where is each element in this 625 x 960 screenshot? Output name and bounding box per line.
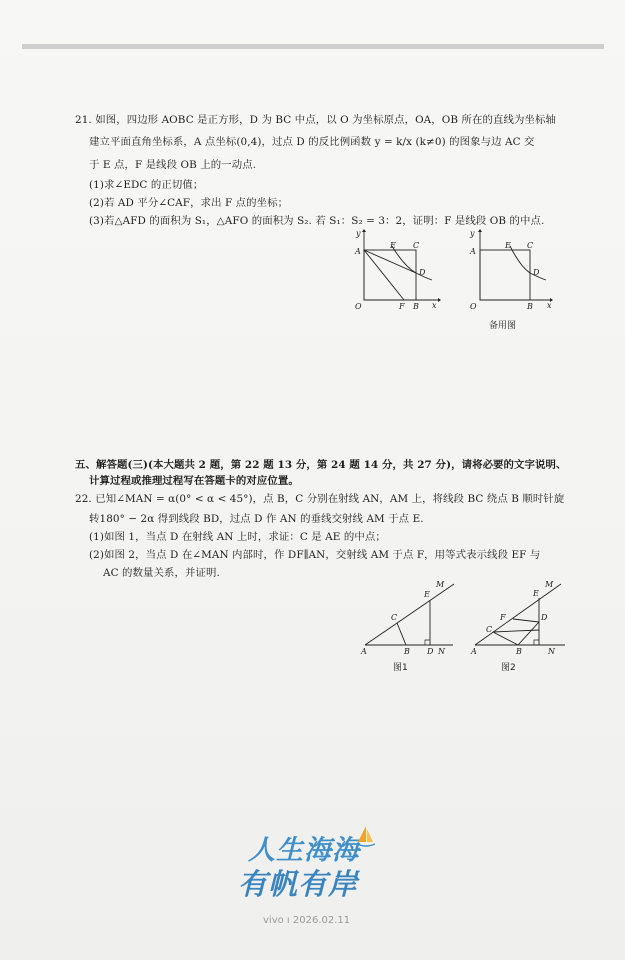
logo-line-2: 有帆有岸 — [238, 867, 359, 901]
fig2-caption: 备用图 — [489, 321, 517, 331]
q22-line-4: (2)如图 2，当点 D 在∠MAN 内部时，作 DF∥AN，交射线 AM 于点 F，用等式表示线段 EF 与 — [89, 549, 541, 561]
section-5-heading-line-2: 计算过程或推理过程写在答题卡的对应位置。 — [89, 475, 299, 487]
fig1-label-D: D — [419, 268, 426, 277]
q22-fig1-label-E: E — [424, 590, 430, 599]
q22-fig2-label-E: E — [533, 589, 539, 598]
q22-fig2-label-B: B — [516, 647, 522, 656]
sail-icon — [356, 824, 376, 848]
q21-line-6: (3)若△AFD 的面积为 S₁，△AFO 的面积为 S₂. 若 S₁：S₂ = 3：2，证明：F 是线段 OB 的中点. — [89, 215, 545, 227]
q22-line-2: 转180° − 2α 得到线段 BD，过点 D 作 AN 的垂线交射线 AM 于点 E. — [89, 513, 424, 525]
fig2-label-x: x — [547, 301, 552, 310]
q22-fig1-label-N: N — [438, 647, 445, 656]
q22-fig1-label-M: M — [436, 580, 445, 589]
fig1-label-F: F — [399, 302, 405, 311]
q21-line-2: 建立平面直角坐标系，A 点坐标(0,4)，过点 D 的反比例函数 y = k/x (k≠0) 的图象与边 AC 交 — [89, 136, 535, 148]
q21-line-3: 于 E 点，F 是线段 OB 上的一动点. — [89, 159, 257, 171]
fig2-label-C: C — [527, 241, 534, 250]
logo-line-1: 人生海海 — [248, 835, 360, 866]
q22-fig2-label-M: M — [545, 580, 554, 589]
q22-fig2-label-N: N — [548, 647, 555, 656]
q22-fig2-caption: 图2 — [501, 663, 516, 673]
q22-fig2-label-D: D — [541, 613, 548, 622]
q22-fig1-label-D: D — [427, 647, 434, 656]
fig1-label-y: y — [356, 229, 361, 238]
fig1-label-A: A — [355, 247, 361, 256]
fig1-label-O: O — [355, 302, 362, 311]
q22-figure-1 — [355, 578, 465, 658]
fig2-label-A: A — [470, 247, 476, 256]
q22-line-1: 22. 已知∠MAN = α(0° < α < 45°)，点 B，C 分别在射线 AN，AM 上，将线段 BC 绕点 B 顺时针旋 — [75, 493, 565, 505]
q21-line-1: 21. 如图，四边形 AOBC 是正方形，D 为 BC 中点，以 O 为坐标原点，OA，OB 所在的直线为坐标轴 — [75, 114, 556, 126]
q22-fig1-label-A: A — [361, 647, 367, 656]
q21-line-4: (1)求∠EDC 的正切值； — [89, 179, 204, 191]
fig2-label-y: y — [470, 229, 475, 238]
q22-line-3: (1)如图 1，当点 D 在射线 AN 上时，求证：C 是 AE 的中点； — [89, 531, 386, 543]
q21-line-5: (2)若 AD 平分∠CAF，求出 F 点的坐标； — [89, 197, 289, 209]
fig1-label-x: x — [432, 301, 437, 310]
q22-fig1-caption: 图1 — [393, 663, 408, 673]
q22-fig2-label-F: F — [500, 613, 506, 622]
q22-line-5: AC 的数量关系，并证明. — [103, 567, 220, 579]
fig2-label-D: D — [533, 268, 540, 277]
fig1-label-B: B — [413, 302, 419, 311]
q22-fig1-label-C: C — [391, 613, 398, 622]
section-5-heading-line-1: 五、解答题(三)(本大题共 2 题，第 22 题 13 分，第 24 题 14 分，共 27 分)，请将必要的文字说明、 — [75, 459, 567, 471]
fig2-label-E: E — [505, 241, 511, 250]
page-top-border — [22, 44, 604, 49]
fig2-label-B: B — [527, 302, 533, 311]
q22-fig2-label-C: C — [486, 625, 493, 634]
camera-watermark: vivo ı 2026.02.11 — [263, 915, 351, 926]
q22-figure-2 — [465, 578, 575, 658]
fig2-label-O: O — [470, 302, 477, 311]
fig1-label-E: E — [390, 241, 396, 250]
q22-fig1-label-B: B — [404, 647, 410, 656]
fig1-label-C: C — [413, 241, 420, 250]
q22-fig2-label-A: A — [471, 647, 477, 656]
